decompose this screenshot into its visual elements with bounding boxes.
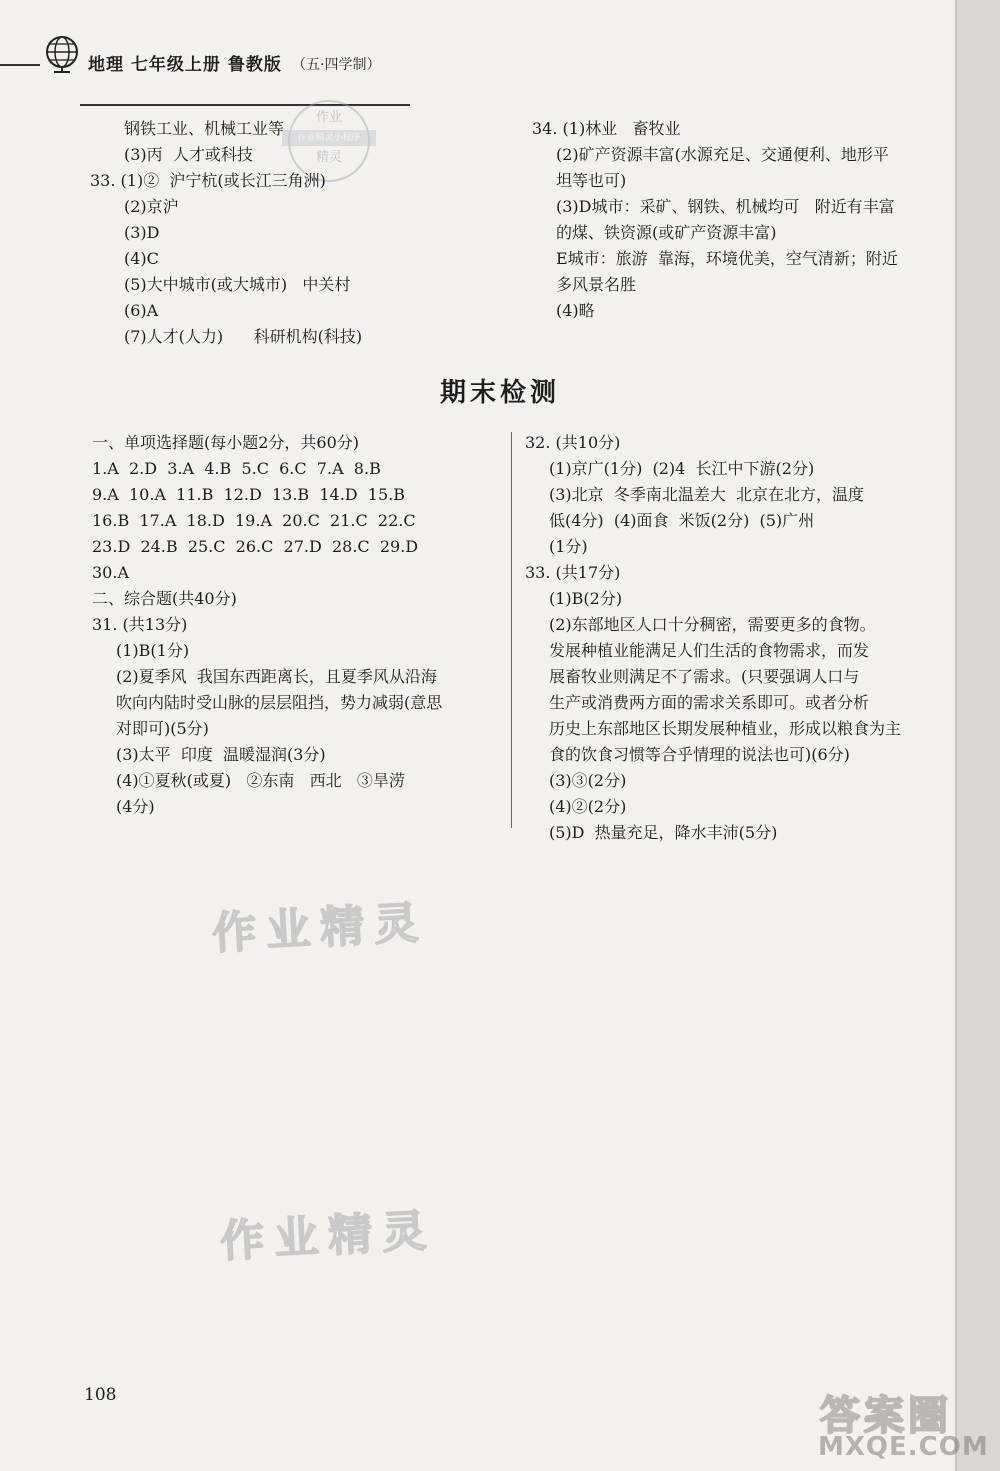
- answer-line: 32. (共10分): [525, 433, 621, 452]
- answer-line: (3)丙 人才或科技: [124, 145, 253, 164]
- answers-bottom-left: [92, 430, 497, 820]
- answer-line: (1)京广(1分) (2)4 长江中下游(2分): [549, 459, 815, 478]
- answer-line: (4)②(2分): [549, 797, 627, 816]
- answer-line: (2)夏季风 我国东西距离长，且夏季风从沿海: [116, 667, 437, 686]
- answer-line: (4)C: [124, 249, 159, 268]
- answer-line: (5)大中城市(或大城市) 中关村: [124, 275, 351, 294]
- answer-line: 31. (共13分): [92, 615, 188, 634]
- answer-line: (2)京沪: [124, 197, 179, 216]
- answer-line: (6)A: [124, 301, 159, 320]
- answer-line: (2)矿产资源丰富(水源充足、交通便利、地形平: [556, 145, 889, 164]
- page-number: 108: [84, 1385, 117, 1405]
- watermark-text: 作业精灵: [211, 897, 430, 960]
- stamp-seal: 作业 作业精灵小程序 精灵: [288, 100, 370, 182]
- column-divider: [511, 432, 512, 828]
- answer-line: (4)略: [556, 301, 595, 320]
- answer-line: 历史上东部地区长期发展种植业，形成以粮食为主: [549, 719, 902, 738]
- answer-line: (7)人才(人力) 科研机构(科技): [124, 327, 363, 346]
- answer-line: 30.A: [92, 563, 129, 582]
- answer-line: 发展种植业能满足人们生活的食物需求，而发: [549, 641, 870, 660]
- answer-line: (3)太平 印度 温暖湿润(3分): [116, 745, 326, 764]
- globe-icon: [42, 34, 82, 74]
- answer-line: 展畜牧业则满足不了需求。(只要强调人口与: [549, 667, 860, 686]
- section-heading: 一、单项选择题(每小题2分，共60分): [92, 433, 360, 452]
- answer-line: 1.A 2.D 3.A 4.B 5.C 6.C 7.A 8.B: [92, 459, 381, 478]
- answer-line: (3)D: [124, 223, 160, 242]
- header-edition: （五·四学制）: [292, 57, 381, 73]
- answer-line: 食的饮食习惯等合乎情理的说法也可)(6分): [549, 745, 850, 764]
- answer-line: (3)③(2分): [549, 771, 627, 790]
- answer-line: 33. (共17分): [525, 563, 621, 582]
- watermark-text: 作业精灵: [219, 1205, 438, 1268]
- answer-line: (3)D城市：采矿、钢铁、机械均可 附近有丰富: [556, 197, 895, 216]
- answer-line: E城市：旅游 靠海，环境优美，空气清新；附近: [556, 249, 898, 268]
- answer-line: (1分): [549, 537, 588, 556]
- header-rule-bottom: [80, 104, 410, 106]
- answer-line: 33. (1)② 沪宁杭(或长江三角洲): [90, 171, 326, 190]
- site-logo: 答案圈 MXQE.COM: [818, 1393, 989, 1462]
- section-heading: 二、综合题(共40分): [92, 589, 237, 608]
- answer-line: 34. (1)林业 畜牧业: [532, 119, 681, 138]
- answer-line: (4)①夏秋(或夏) ②东南 西北 ③旱涝: [116, 771, 405, 790]
- answer-line: 对即可)(5分): [116, 719, 209, 738]
- answer-line: (1)B(2分): [549, 589, 623, 608]
- answer-line: (3)北京 冬季南北温差大 北京在北方，温度: [549, 485, 865, 504]
- answers-top-right: [532, 116, 932, 324]
- answer-line: 多风景名胜: [556, 275, 637, 294]
- answer-line: 吹向内陆时受山脉的层层阻挡，势力减弱(意思: [116, 693, 443, 712]
- page-edge-shadow: [955, 0, 1000, 1471]
- header-rule-left: [0, 64, 40, 66]
- answer-line: (4分): [116, 797, 155, 816]
- answer-line: 23.D 24.B 25.C 26.C 27.D 28.C 29.D: [92, 537, 419, 556]
- page-header: [0, 30, 950, 90]
- answer-line: (2)东部地区人口十分稠密，需要更多的食物。: [549, 615, 876, 634]
- answer-line: 16.B 17.A 18.D 19.A 20.C 21.C 22.C: [92, 511, 416, 530]
- header-title: 地理 七年级上册 鲁教版: [88, 55, 282, 75]
- answer-line: (1)B(1分): [116, 641, 190, 660]
- answers-top-left: [90, 116, 480, 350]
- section-title: 期末检测: [439, 378, 560, 408]
- answer-line: 生产或消费两方面的需求关系即可。或者分析: [549, 693, 870, 712]
- answer-line: 低(4分) (4)面食 米饭(2分) (5)广州: [549, 511, 815, 530]
- answer-line: 9.A 10.A 11.B 12.D 13.B 14.D 15.B: [92, 485, 406, 504]
- answer-line: 钢铁工业、机械工业等: [124, 119, 285, 138]
- answer-line: 的煤、铁资源(或矿产资源丰富): [556, 223, 777, 242]
- answer-line: 坦等也可): [556, 171, 627, 190]
- answers-bottom-right: [525, 430, 940, 846]
- answer-line: (5)D 热量充足，降水丰沛(5分): [549, 823, 778, 842]
